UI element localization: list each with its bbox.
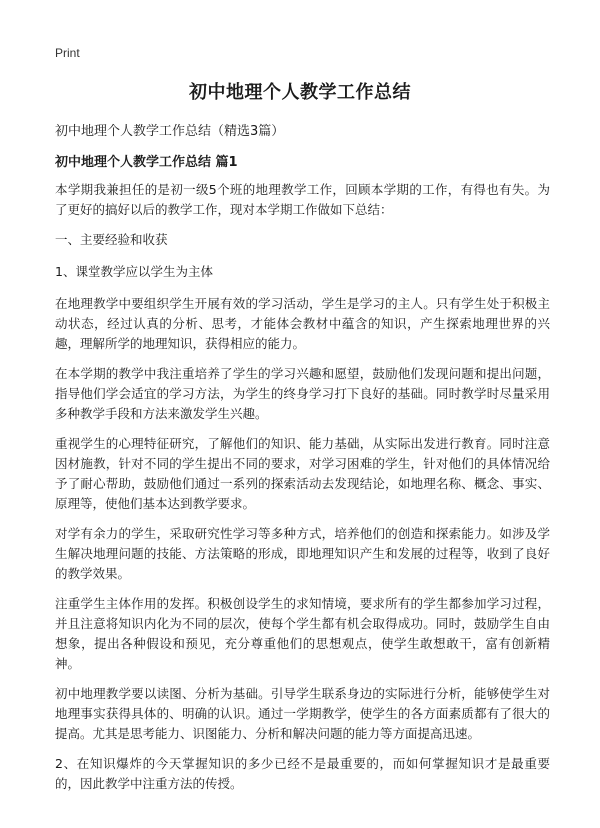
print-link[interactable]: Print	[55, 46, 80, 60]
paragraph: 初中地理教学要以读图、分析为基础。引导学生联系身边的实际进行分析，能够使学生对地理事实获得具体的、明确的认识。通过一学期教学，使学生的各方面素质都有了很大的提高。尤其是思考能力、识图能力、分析和解决问题的能力等方面提高迅速。	[55, 686, 550, 741]
heading-student-centered: 1、课堂教学应以学生为主体	[55, 264, 213, 279]
paragraph: 对学有余力的学生，采取研究性学习等多种方式，培养他们的创造和探索能力。如涉及学生解决地理问题的技能、方法策略的形成，即地理知识产生和发展的过程等，收到了良好的教学效果。	[55, 526, 550, 581]
paragraph-intro: 本学期我兼担任的是初一级5个班的地理教学工作，回顾本学期的工作，有得也有失。为了更好的搞好以后的教学工作，现对本学期工作做如下总结：	[55, 182, 550, 217]
document-body	[55, 180, 550, 804]
document-subtitle: 初中地理个人教学工作总结（精选3篇）	[55, 124, 285, 139]
heading-main-experience: 一、主要经验和收获	[55, 232, 168, 247]
document-title: 初中地理个人教学工作总结	[189, 82, 411, 103]
paragraph: 重视学生的心理特征研究，了解他们的知识、能力基础，从实际出发进行教育。同时注意因材施教，针对不同的学生提出不同的要求，对学习困难的学生，针对他们的具体情况给予了耐心帮助，鼓励他们通过一系列的探索活动去发现结论，如地理名称、概念、事实、原理等，使他们基本达到教学要求。	[55, 436, 550, 511]
paragraph: 在本学期的教学中我注重培养了学生的学习兴趣和愿望，鼓励他们发现问题和提出问题，指导他们学会适宜的学习方法，为学生的终身学习打下良好的基础。同时教学时尽量采用多种教学手段和方法来激发学生兴趣。	[55, 366, 550, 421]
paragraph: 在地理教学中要组织学生开展有效的学习活动，学生是学习的主人。只有学生处于积极主动状态，经过认真的分析、思考，才能体会教材中蕴含的知识，产生探索地理世界的兴趣，理解所学的地理知识，获得相应的能力。	[55, 296, 550, 351]
paragraph: 2、在知识爆炸的今天掌握知识的多少已经不是最重要的，而如何掌握知识才是最重要的，因此教学中注重方法的传授。	[55, 756, 550, 791]
section-heading: 初中地理个人教学工作总结 篇1	[55, 155, 238, 170]
paragraph: 注重学生主体作用的发挥。积极创设学生的求知情境，要求所有的学生都参加学习过程，并且注意将知识内化为不同的层次，使每个学生都有机会取得成功。同时，鼓励学生自由想象，提出各种假设和预见，充分尊重他们的思想观点，使学生敢想敢干，富有创新精神。	[55, 596, 550, 671]
